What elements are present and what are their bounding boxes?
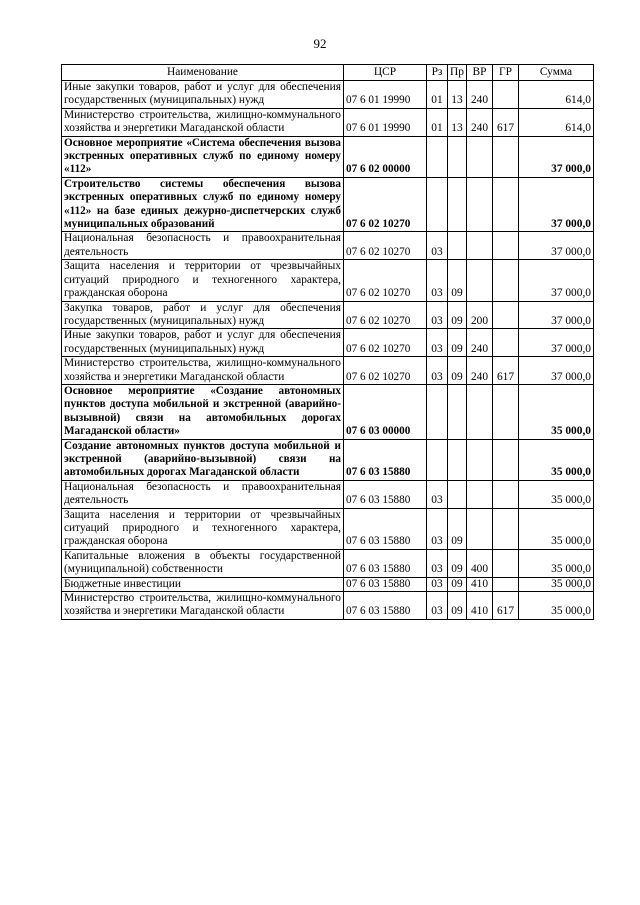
table-row [62,260,594,301]
cell-rz [427,384,448,439]
cell-csr: 07 6 02 10270 [344,357,427,385]
cell-csr: 07 6 03 15880 [344,508,427,549]
header-name: Наименование [62,65,344,81]
table-row [62,108,594,136]
table-row [62,177,594,232]
table-row [62,549,594,577]
cell-csr: 07 6 03 15880 [344,577,427,591]
cell-csr: 07 6 03 15880 [344,549,427,577]
cell-vr [467,384,493,439]
cell-pr: 09 [448,329,467,357]
cell-gr [493,260,519,301]
cell-sum: 37 000,0 [519,177,594,232]
cell-pr: 13 [448,108,467,136]
cell-sum: 614,0 [519,81,594,109]
cell-name: Создание автономных пунктов доступа мобильной и экстренной (аварийно-вызывной) связи на автомобильных дорогах Магаданской области [62,439,344,480]
cell-pr: 13 [448,81,467,109]
header-rz: Рз [427,65,448,81]
cell-pr: 09 [448,592,467,620]
cell-csr: 07 6 01 19990 [344,81,427,109]
cell-vr: 240 [467,108,493,136]
cell-vr: 410 [467,592,493,620]
cell-rz: 03 [427,480,448,508]
cell-csr: 07 6 03 15880 [344,480,427,508]
cell-csr: 07 6 03 00000 [344,384,427,439]
cell-gr [493,439,519,480]
cell-pr: 09 [448,549,467,577]
cell-rz [427,439,448,480]
cell-name: Закупка товаров, работ и услуг для обеспечения государственных (муниципальных) нужд [62,301,344,329]
cell-sum: 35 000,0 [519,384,594,439]
cell-sum: 35 000,0 [519,439,594,480]
cell-vr [467,177,493,232]
cell-gr [493,577,519,591]
cell-name: Министерство строительства, жилищно-коммунального хозяйства и энергетики Магаданской области [62,357,344,385]
cell-rz: 01 [427,108,448,136]
header-pr: Пр [448,65,467,81]
cell-gr [493,549,519,577]
cell-csr: 07 6 02 10270 [344,329,427,357]
cell-name: Основное мероприятие «Система обеспечения вызова экстренных оперативных служб по единому номеру «112» [62,136,344,177]
cell-pr [448,136,467,177]
cell-vr [467,439,493,480]
cell-pr: 09 [448,508,467,549]
cell-csr: 07 6 02 00000 [344,136,427,177]
cell-name: Министерство строительства, жилищно-коммунального хозяйства и энергетики Магаданской области [62,592,344,620]
cell-pr [448,439,467,480]
cell-vr [467,232,493,260]
cell-gr [493,232,519,260]
cell-sum: 37 000,0 [519,357,594,385]
table-row [62,577,594,591]
cell-csr: 07 6 02 10270 [344,177,427,232]
cell-sum: 35 000,0 [519,480,594,508]
table-row [62,439,594,480]
cell-name: Иные закупки товаров, работ и услуг для обеспечения государственных (муниципальных) нужд [62,81,344,109]
cell-pr: 09 [448,301,467,329]
table-header-row [62,65,594,81]
cell-pr [448,480,467,508]
table-row [62,329,594,357]
cell-vr: 240 [467,329,493,357]
cell-sum: 37 000,0 [519,301,594,329]
budget-table [61,64,594,620]
cell-rz: 03 [427,329,448,357]
cell-vr: 240 [467,81,493,109]
cell-gr [493,81,519,109]
cell-csr: 07 6 03 15880 [344,592,427,620]
table-row [62,480,594,508]
cell-pr: 09 [448,260,467,301]
table-row [62,508,594,549]
cell-rz [427,177,448,232]
cell-name: Строительство системы обеспечения вызова экстренных оперативных служб по единому номеру «112» на базе единых дежурно-диспетчерских служб муниципальных образований [62,177,344,232]
cell-sum: 35 000,0 [519,592,594,620]
cell-rz: 03 [427,549,448,577]
cell-gr: 617 [493,592,519,620]
cell-rz: 03 [427,592,448,620]
cell-gr [493,177,519,232]
cell-gr [493,384,519,439]
cell-rz: 03 [427,508,448,549]
cell-sum: 37 000,0 [519,260,594,301]
cell-rz [427,136,448,177]
table-row [62,301,594,329]
cell-vr [467,260,493,301]
cell-name: Национальная безопасность и правоохранительная деятельность [62,480,344,508]
cell-gr [493,329,519,357]
cell-sum: 35 000,0 [519,577,594,591]
cell-sum: 37 000,0 [519,232,594,260]
cell-pr [448,232,467,260]
cell-sum: 37 000,0 [519,136,594,177]
table-row [62,232,594,260]
table-row [62,81,594,109]
cell-gr: 617 [493,357,519,385]
cell-csr: 07 6 02 10270 [344,232,427,260]
table-body [62,81,594,620]
cell-rz: 03 [427,301,448,329]
cell-sum: 614,0 [519,108,594,136]
header-gr: ГР [493,65,519,81]
cell-vr: 410 [467,577,493,591]
cell-vr [467,136,493,177]
cell-pr [448,177,467,232]
table-row [62,136,594,177]
cell-gr [493,301,519,329]
cell-vr [467,508,493,549]
cell-sum: 35 000,0 [519,549,594,577]
cell-csr: 07 6 02 10270 [344,301,427,329]
cell-sum: 37 000,0 [519,329,594,357]
cell-name: Министерство строительства, жилищно-коммунального хозяйства и энергетики Магаданской области [62,108,344,136]
table-row [62,357,594,385]
cell-pr [448,384,467,439]
cell-name: Капитальные вложения в объекты государственной (муниципальной) собственности [62,549,344,577]
header-sum: Сумма [519,65,594,81]
cell-csr: 07 6 02 10270 [344,260,427,301]
cell-rz: 03 [427,232,448,260]
cell-name: Защита населения и территории от чрезвычайных ситуаций природного и техногенного характера, гражданская оборона [62,260,344,301]
cell-vr [467,480,493,508]
cell-rz: 03 [427,577,448,591]
cell-name: Иные закупки товаров, работ и услуг для обеспечения государственных (муниципальных) нужд [62,329,344,357]
cell-name: Основное мероприятие «Создание автономных пунктов доступа мобильной и экстренной (аварийно-вызывной) связи на автомобильных дорогах Магаданской области» [62,384,344,439]
cell-sum: 35 000,0 [519,508,594,549]
cell-vr: 240 [467,357,493,385]
cell-rz: 03 [427,357,448,385]
cell-rz: 01 [427,81,448,109]
table-row [62,592,594,620]
header-vr: ВР [467,65,493,81]
cell-rz: 03 [427,260,448,301]
cell-name: Бюджетные инвестиции [62,577,344,591]
cell-csr: 07 6 01 19990 [344,108,427,136]
cell-pr: 09 [448,577,467,591]
cell-vr: 200 [467,301,493,329]
cell-vr: 400 [467,549,493,577]
cell-gr: 617 [493,108,519,136]
page-number: 92 [313,36,327,51]
cell-name: Национальная безопасность и правоохранительная деятельность [62,232,344,260]
cell-csr: 07 6 03 15880 [344,439,427,480]
cell-pr: 09 [448,357,467,385]
cell-gr [493,136,519,177]
cell-gr [493,508,519,549]
cell-gr [493,480,519,508]
cell-name: Защита населения и территории от чрезвычайных ситуаций природного и техногенного характера, гражданская оборона [62,508,344,549]
table-row [62,384,594,439]
header-csr: ЦСР [344,65,427,81]
